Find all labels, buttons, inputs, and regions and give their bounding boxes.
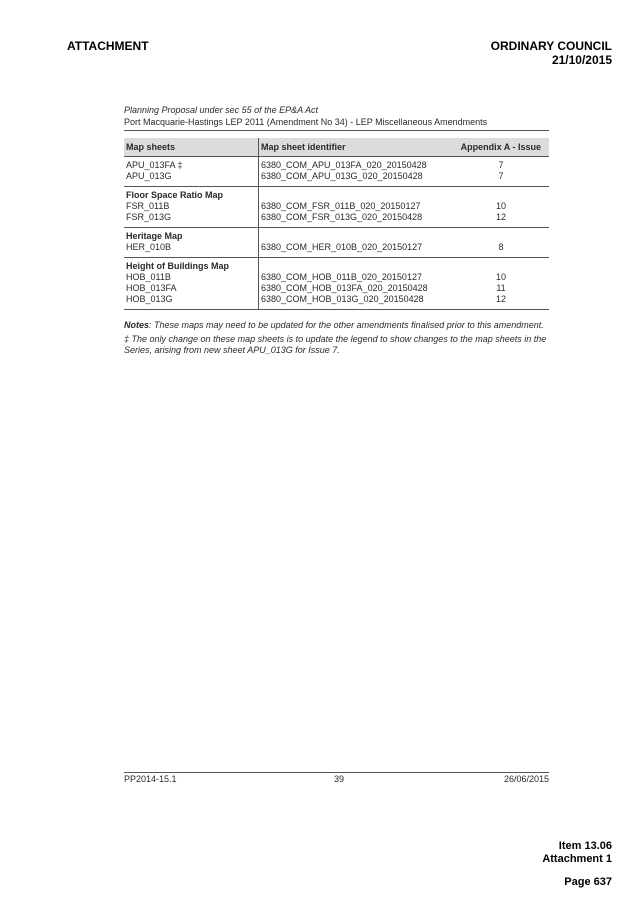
table-cell: 6380_COM_APU_013FA_020_20150428	[261, 160, 427, 170]
table-cell: 6380_COM_APU_013G_020_20150428	[261, 171, 423, 181]
item-number: Item 13.06	[558, 840, 612, 852]
item-reference	[542, 840, 612, 889]
notes-section	[124, 320, 549, 359]
group-title: Heritage Map	[126, 231, 183, 241]
table-cell: HOB_013FA	[126, 283, 177, 293]
table-cell: 10	[495, 272, 506, 282]
table-cell: APU_013FA ‡	[126, 160, 183, 170]
meeting-date: 21/10/2015	[551, 53, 612, 67]
header-attachment-label: ATTACHMENT	[67, 39, 149, 53]
group-title: Height of Buildings Map	[126, 261, 229, 271]
map-sheets-table	[124, 138, 549, 310]
table-group-fsr	[124, 187, 549, 228]
identifier-cell	[259, 258, 454, 310]
header-meeting-info	[491, 39, 612, 67]
footer-page-number: 39	[334, 774, 345, 784]
issue-cell	[453, 258, 549, 310]
footer-divider	[124, 772, 549, 773]
table-cell: 6380_COM_FSR_013G_020_20150428	[261, 212, 423, 222]
table-cell: 11	[496, 283, 506, 293]
table-cell: FSR_013G	[126, 212, 172, 222]
sheet-cell	[124, 258, 259, 310]
table-cell: 6380_COM_HER_010B_020_20150127	[261, 242, 423, 252]
issue-cell	[453, 228, 549, 258]
table-group-heritage	[124, 228, 549, 258]
sheet-cell	[124, 228, 259, 258]
document-title-line2: Port Macquarie-Hastings LEP 2011 (Amendment No 34) - LEP Miscellaneous Amendments	[124, 117, 488, 127]
table-group-hob	[124, 258, 549, 310]
table-cell: HOB_013G	[126, 294, 173, 304]
issue-cell	[453, 157, 549, 187]
page-number: Page 637	[564, 876, 612, 888]
table-cell: 7	[498, 171, 504, 181]
group-title: Floor Space Ratio Map	[126, 190, 224, 200]
meeting-name: ORDINARY COUNCIL	[490, 39, 612, 53]
footer-reference: PP2014-15.1	[124, 774, 177, 784]
table-cell: 6380_COM_HOB_011B_020_20150127	[261, 272, 422, 282]
table-cell: APU_013G	[126, 171, 172, 181]
table-cell: HOB_011B	[126, 272, 171, 282]
sheet-cell	[124, 157, 259, 187]
column-header-map-sheets: Map sheets	[124, 138, 259, 157]
note-1-text: These maps may need to be updated for the other amendments finalised prior to this amendment.	[154, 320, 544, 330]
table-cell: 10	[495, 201, 506, 211]
attachment-number: Attachment 1	[542, 853, 612, 865]
identifier-cell	[259, 157, 454, 187]
table-header-row	[124, 138, 549, 157]
table-cell: 6380_COM_HOB_013G_020_20150428	[261, 294, 424, 304]
column-header-identifier: Map sheet identifier	[259, 138, 454, 157]
heading-divider	[124, 130, 549, 131]
table-cell: 6380_COM_HOB_013FA_020_20150428	[261, 283, 428, 293]
table-cell: HER_010B	[126, 242, 172, 252]
table-cell: 12	[495, 212, 506, 222]
footer-date: 26/06/2015	[503, 774, 549, 784]
column-header-issue: Appendix A - Issue	[453, 138, 549, 157]
table-cell: 7	[498, 160, 504, 170]
document-heading	[124, 104, 549, 128]
note-2: ‡ The only change on these map sheets is to update the legend to show changes to the map sheets in the Series, arising from new sheet APU_013G for Issue 7.	[124, 334, 547, 355]
issue-cell	[453, 187, 549, 228]
identifier-cell	[259, 187, 454, 228]
note-1: Notes: These maps may need to be updated for the other amendments finalised prior to this amendment.	[124, 320, 544, 330]
table-cell: 12	[495, 294, 506, 304]
table-cell: FSR_011B	[126, 201, 170, 211]
notes-label: Notes	[124, 320, 150, 330]
table-cell: 8	[498, 242, 504, 252]
identifier-cell	[259, 228, 454, 258]
sheet-cell	[124, 187, 259, 228]
table-cell: 6380_COM_FSR_011B_020_20150127	[261, 201, 421, 211]
document-title-line1: Planning Proposal under sec 55 of the EP&A Act	[124, 105, 318, 115]
table-group-apu	[124, 157, 549, 187]
